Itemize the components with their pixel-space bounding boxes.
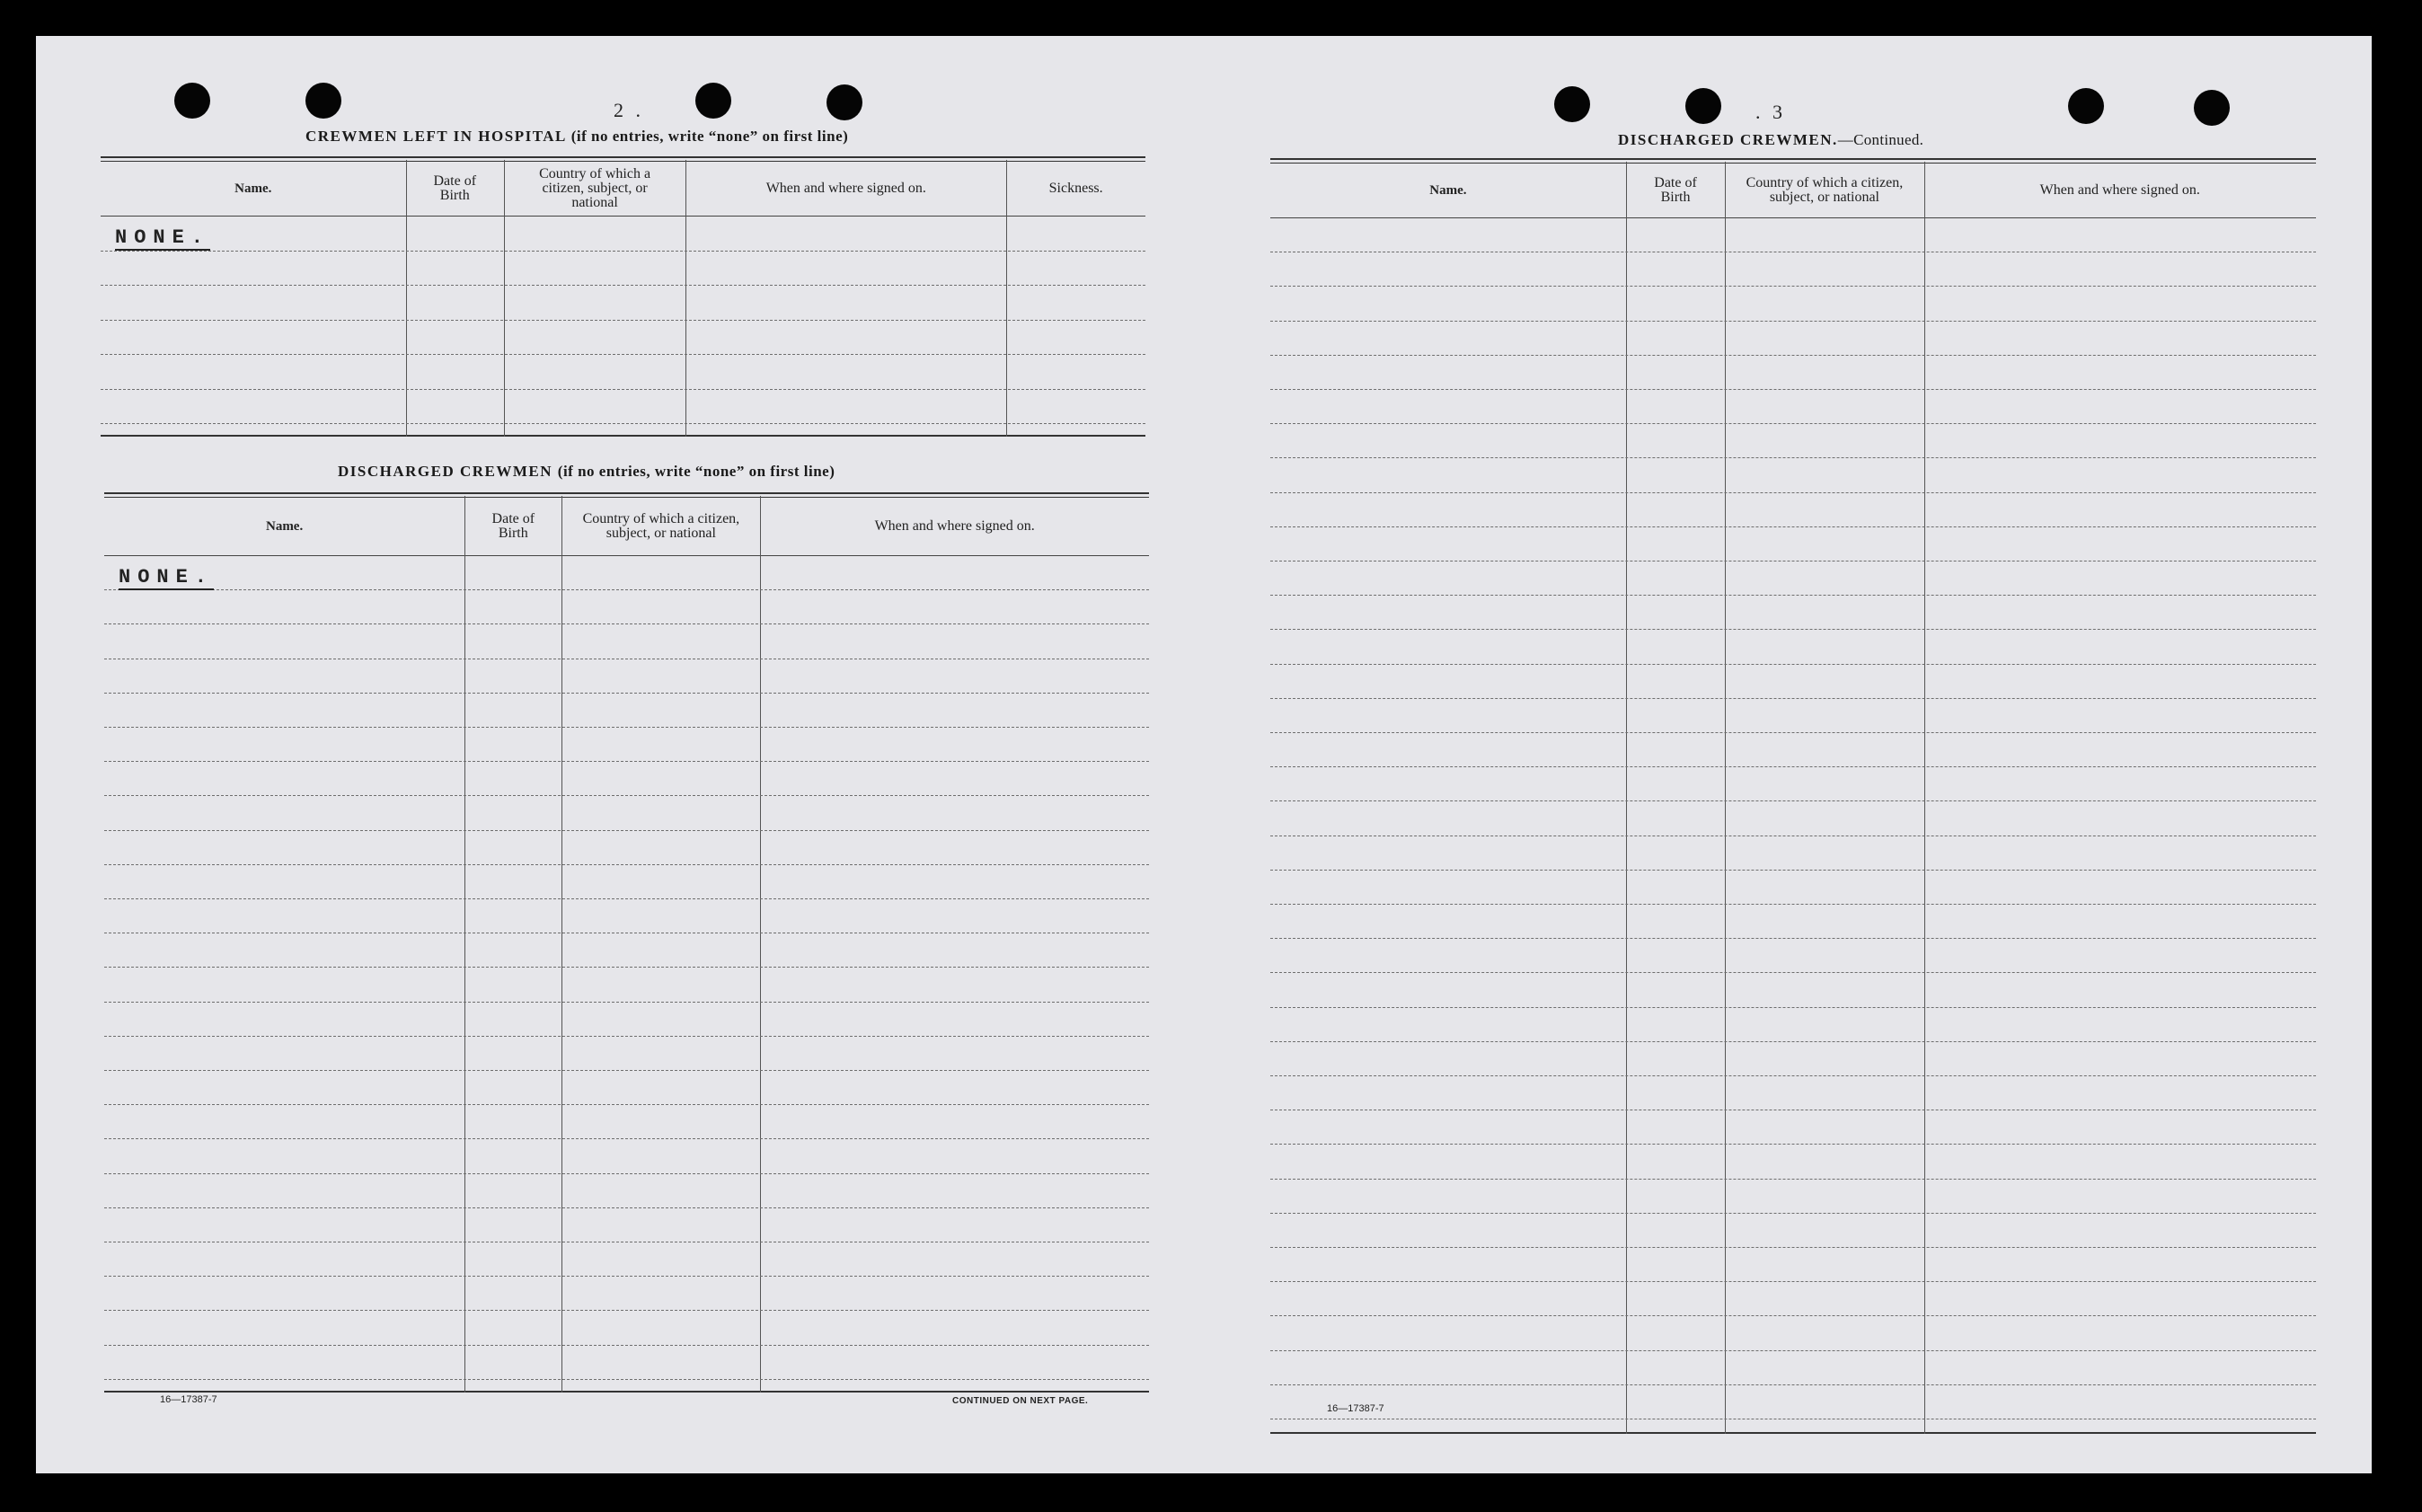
- column-divider: [760, 496, 761, 1393]
- table-row: [1270, 698, 2316, 699]
- table-header-rule: [101, 216, 1145, 217]
- continued-note: CONTINUED ON NEXT PAGE.: [952, 1396, 1089, 1406]
- table-row: [101, 354, 1145, 355]
- hospital-title-text: CREWMEN LEFT IN HOSPITAL: [305, 128, 566, 145]
- table-row: [104, 1002, 1149, 1003]
- table-row: [1270, 629, 2316, 630]
- table-row: [1270, 1213, 2316, 1214]
- page-number-left: 2 .: [614, 99, 644, 121]
- table-row: [104, 693, 1149, 694]
- table-row: [104, 898, 1149, 899]
- column-divider: [561, 496, 562, 1393]
- column-header: Date of Birth: [1654, 175, 1697, 205]
- punch-hole-icon: [695, 83, 731, 119]
- table-row: [1270, 457, 2316, 458]
- table-row: [1270, 870, 2316, 871]
- first-entry-none: NONE.: [115, 226, 211, 249]
- discharged-instruction: (if no entries, write “none” on first line): [557, 463, 835, 480]
- table-row: [101, 285, 1145, 286]
- table-top-rule: [1270, 158, 2316, 160]
- ledger-sheet: [36, 36, 2372, 1473]
- table-row: [104, 795, 1149, 796]
- continued-suffix: —Continued.: [1837, 131, 1924, 148]
- discharged-title-text: DISCHARGED CREWMEN: [338, 463, 553, 480]
- table-row: [1270, 972, 2316, 973]
- table-row: [1270, 904, 2316, 905]
- table-row: [104, 761, 1149, 762]
- column-header: Name.: [234, 181, 272, 196]
- column-divider: [1924, 162, 1925, 1434]
- column-header: Country of which a citizen, subject, or national: [582, 511, 740, 541]
- table-top-rule: [101, 161, 1145, 162]
- table-bottom-rule: [104, 1391, 1149, 1393]
- table-top-rule: [1270, 163, 2316, 164]
- table-row: [1270, 1384, 2316, 1385]
- column-header: Country of which a citizen, subject, or national: [539, 166, 651, 210]
- table-header-rule: [1270, 217, 2316, 218]
- table-row: [1270, 1075, 2316, 1076]
- table-row: [1270, 355, 2316, 356]
- table-row: [104, 1310, 1149, 1311]
- table-bottom-rule: [101, 435, 1145, 437]
- discharged-section-title: [338, 463, 835, 481]
- table-row: [104, 864, 1149, 865]
- table-row: [1270, 492, 2316, 493]
- table-row: [1270, 389, 2316, 390]
- punch-hole-icon: [1685, 88, 1721, 124]
- table-row: [1270, 595, 2316, 596]
- table-row: [1270, 1350, 2316, 1351]
- table-row: [104, 1173, 1149, 1174]
- table-header-rule: [104, 555, 1149, 556]
- hospital-instruction: (if no entries, write “none” on first line): [570, 128, 849, 145]
- table-row: [104, 1207, 1149, 1208]
- column-header: Country of which a citizen, subject, or national: [1746, 175, 1904, 205]
- column-divider: [464, 496, 465, 1393]
- table-top-rule: [104, 492, 1149, 494]
- table-row: [1270, 526, 2316, 527]
- column-header: When and where signed on.: [765, 181, 926, 196]
- table-row: [104, 623, 1149, 624]
- table-row: [104, 830, 1149, 831]
- table-row: [101, 423, 1145, 424]
- table-row: [1270, 766, 2316, 767]
- punch-hole-icon: [305, 83, 341, 119]
- table-row: [1270, 938, 2316, 939]
- punch-hole-icon: [174, 83, 210, 119]
- table-row: [1270, 1007, 2316, 1008]
- table-row: [104, 1070, 1149, 1071]
- table-row: [101, 251, 1145, 252]
- table-row: [104, 1104, 1149, 1105]
- punch-hole-icon: [1554, 86, 1590, 122]
- form-code-left: 16—17387-7: [160, 1394, 217, 1405]
- table-row: [1270, 732, 2316, 733]
- table-row: [104, 1345, 1149, 1346]
- table-top-rule: [104, 497, 1149, 498]
- page-number-right: . 3: [1755, 101, 1786, 123]
- column-divider: [1725, 162, 1726, 1434]
- table-row: [104, 1379, 1149, 1380]
- table-row: [1270, 286, 2316, 287]
- column-header: Sickness.: [1048, 181, 1103, 196]
- first-entry-none: NONE.: [119, 566, 215, 588]
- column-divider: [1626, 162, 1627, 1434]
- table-row: [101, 389, 1145, 390]
- table-row: [1270, 1144, 2316, 1145]
- table-row: [1270, 1179, 2316, 1180]
- table-row: [104, 727, 1149, 728]
- table-row: [104, 1276, 1149, 1277]
- table-row: [1270, 1281, 2316, 1282]
- table-row: [1270, 1315, 2316, 1316]
- punch-hole-icon: [826, 84, 862, 120]
- table-row: [1270, 321, 2316, 322]
- table-top-rule: [101, 156, 1145, 158]
- column-header: When and where signed on.: [874, 518, 1035, 534]
- table-row: [1270, 1041, 2316, 1042]
- hospital-section-title: [305, 128, 848, 146]
- punch-hole-icon: [2068, 88, 2104, 124]
- discharged-continued-title: [1618, 131, 1923, 149]
- table-row: [104, 589, 1149, 590]
- table-row: [104, 967, 1149, 968]
- table-row: [101, 320, 1145, 321]
- discharged-continued-table: [1270, 158, 2316, 1434]
- column-header: Date of Birth: [491, 511, 535, 541]
- column-header: When and where signed on.: [2039, 182, 2200, 198]
- table-row: [1270, 800, 2316, 801]
- table-row: [104, 1036, 1149, 1037]
- table-row: [1270, 664, 2316, 665]
- punch-hole-icon: [2194, 90, 2230, 126]
- table-row: [104, 1138, 1149, 1139]
- column-header: Name.: [1429, 183, 1467, 198]
- table-row: [1270, 423, 2316, 424]
- discharged-continued-title-text: DISCHARGED CREWMEN.: [1618, 131, 1838, 148]
- discharged-table: [104, 492, 1149, 1393]
- form-code-right: 16—17387-7: [1327, 1403, 1384, 1414]
- table-row: [1270, 1247, 2316, 1248]
- column-header: Name.: [265, 519, 304, 534]
- hospital-table: [101, 156, 1145, 437]
- column-header: Date of Birth: [433, 173, 477, 203]
- table-bottom-rule: [1270, 1432, 2316, 1434]
